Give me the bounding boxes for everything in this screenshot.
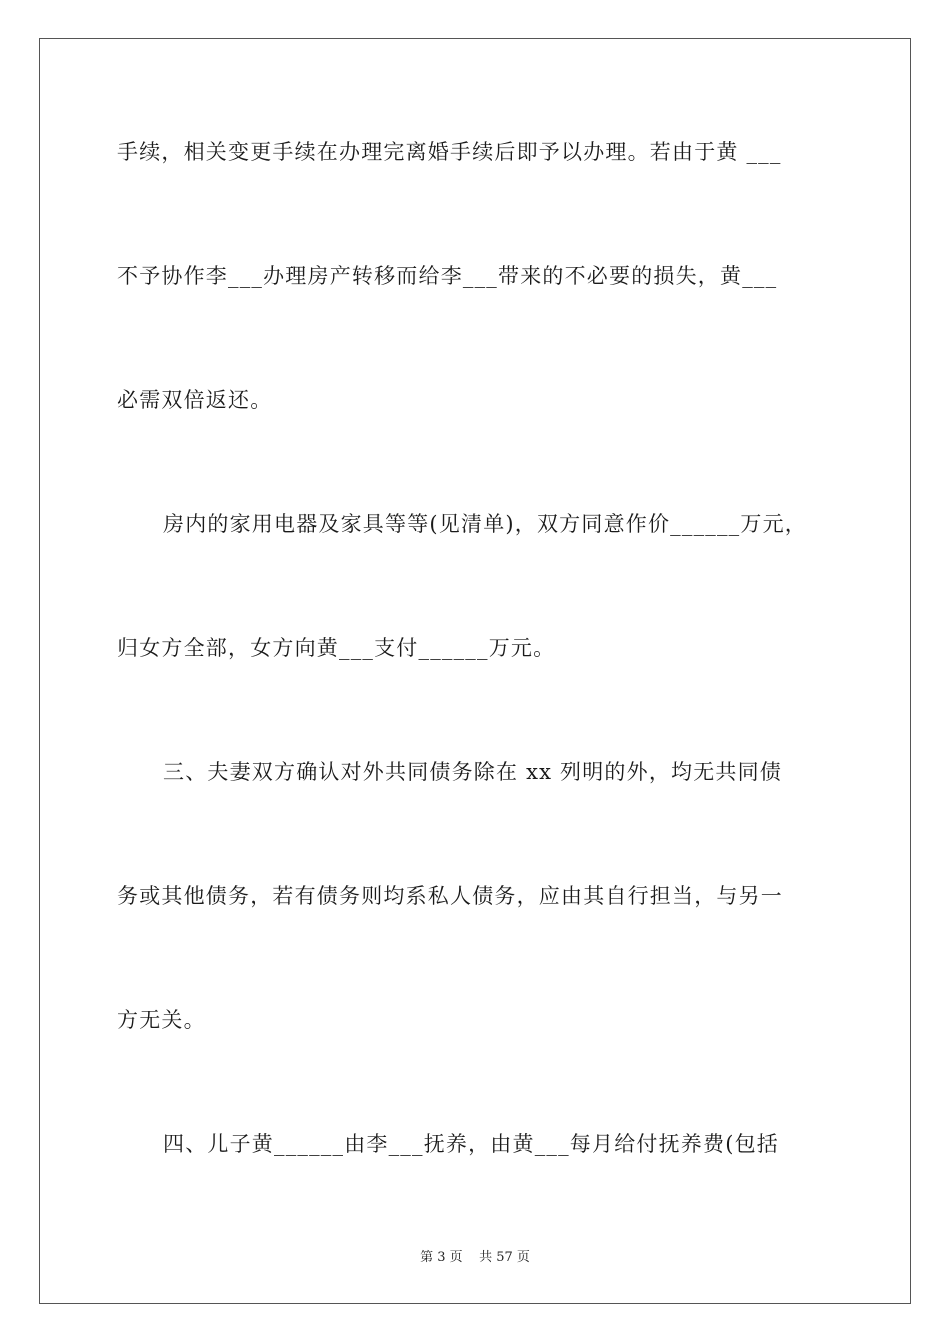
body-text-line-5: 归女方全部，女方向黄___支付______万元。 (117, 636, 556, 660)
body-text-line-4: 房内的家用电器及家具等等(见清单)，双方同意作价______万元， (163, 512, 807, 536)
body-text-line-8: 方无关。 (117, 1008, 206, 1032)
body-text-line-6: 三、夫妻双方确认对外共同债务除在 xx 列明的外，均无共同债 (163, 760, 783, 784)
body-text-line-3: 必需双倍返还。 (117, 388, 273, 412)
page-border (39, 38, 911, 1304)
body-text-line-1: 手续，相关变更手续在办理完离婚手续后即予以办理。若由于黄 ___ (117, 140, 782, 164)
page-number-footer: 第 3 页 共 57 页 (420, 1250, 530, 1265)
body-text-line-7: 务或其他债务，若有债务则均系私人债务，应由其自行担当，与另一 (117, 884, 783, 908)
body-text-line-2: 不予协作李___办理房产转移而给李___带来的不必要的损失，黄___ (117, 264, 778, 288)
body-text-line-9: 四、儿子黄______由李___抚养，由黄___每月给付抚养费(包括 (163, 1132, 779, 1156)
